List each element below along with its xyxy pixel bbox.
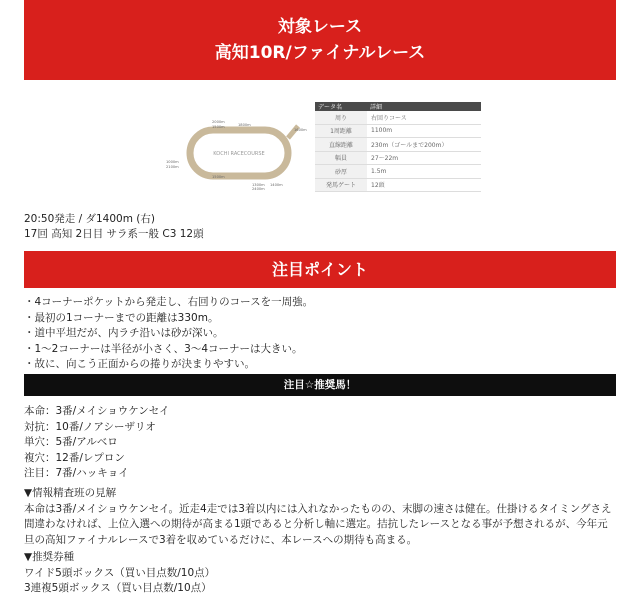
course-name: KOCHI RACECOURSE	[213, 151, 265, 157]
analysis-heading: ▼情報精査班の見解	[24, 487, 117, 499]
table-row	[315, 124, 481, 138]
list-item: 複穴：12番/レプロン	[24, 451, 125, 464]
dist-label: 1500m	[212, 125, 225, 129]
banner-line1: 対象レース	[277, 17, 363, 37]
course-map	[160, 98, 310, 194]
recommended-heading: 注目☆推奨馬！	[24, 374, 616, 396]
dist-label: 1400m	[270, 183, 283, 187]
dist-label: 1000m	[166, 160, 179, 164]
list-item: ・4コーナーポケットから発走し、右回りのコースを一周強。	[24, 296, 314, 308]
list-item: 注目：7番/ハッキョイ	[24, 467, 129, 479]
analysis-body: 本命は3番/メイショウケンセイ。近走4走では3着以内には入れなかったものの、末脚の速さは健在。仕掛けるタイミングさえ間違わなければ、上位入選への期待が高まる1頭であると分析し軸に選定。拮抗したレースとなる事が予想されるが、今年元旦の高知ファイナルレースで3着を収めているだけに、本レースへの期待も高まる。	[24, 502, 612, 546]
tickets-section	[24, 550, 215, 597]
table-cell-value: 1.5m	[367, 165, 481, 179]
list-item: ワイド5頭ボックス（買い目点数/10点）	[24, 566, 216, 579]
table-cell-key: 1周距離	[315, 124, 367, 138]
dist-label: 1500m	[212, 175, 225, 179]
dist-label: 1600m	[294, 128, 307, 132]
table-cell-key: 幅員	[315, 151, 367, 165]
dist-label: 2000m	[212, 120, 225, 124]
title-banner	[24, 0, 616, 80]
list-item: ・道中平坦だが、内ラチ沿いは砂が深い。	[24, 327, 224, 339]
list-item: ・1～2コーナーは半径が小さく、3～4コーナーは大きい。	[24, 342, 303, 355]
table-cell-key: 発馬ゲート	[315, 178, 367, 192]
table-header: データ名	[315, 102, 367, 111]
race-meeting: 17回 高知 2日目 サラ系一般 C3 12頭	[24, 228, 204, 240]
table-cell-value: 右回りコース	[367, 111, 481, 124]
table-cell-key: 砂厚	[315, 165, 367, 179]
list-item: ・最初の1コーナーまでの距離は330m。	[24, 311, 219, 324]
race-time-distance: 20:50発走 / ダ1400m (右)	[24, 213, 155, 225]
list-item: 3連複5頭ボックス（買い目点数/10点）	[24, 582, 212, 594]
list-item: ・故に、向こう正面からの捲りが決まりやすい。	[24, 358, 255, 370]
list-item: 対抗：10番/ノアシーザリオ	[24, 420, 156, 433]
list-item: 本命：3番/メイショウケンセイ	[24, 405, 170, 417]
table-row	[315, 165, 481, 179]
table-cell-value: 1100m	[367, 124, 481, 138]
table-header: 詳細	[367, 102, 481, 111]
dist-label: 1300m	[252, 183, 265, 187]
table-cell-key: 周り	[315, 111, 367, 124]
points-list	[24, 295, 313, 373]
table-cell-value: 12頭	[367, 178, 481, 192]
table-row	[315, 178, 481, 192]
race-info	[24, 212, 204, 242]
picks-list	[24, 404, 169, 482]
table-cell-key: 直線距離	[315, 138, 367, 152]
analysis-section	[24, 486, 618, 548]
course-data-table	[315, 102, 481, 192]
dist-label: 2400m	[252, 187, 265, 191]
table-cell-value: 27～22m	[367, 151, 481, 165]
table-cell-value: 230m（ゴールまで200m）	[367, 138, 481, 152]
table-row	[315, 151, 481, 165]
dist-label: 2100m	[166, 165, 179, 169]
banner-line2: 高知10R/ファイナルレース	[214, 43, 426, 63]
points-heading: 注目ポイント	[24, 251, 616, 288]
tickets-heading: ▼推奨券種	[24, 551, 75, 563]
dist-label: 1800m	[238, 123, 251, 127]
table-row	[315, 138, 481, 152]
table-row	[315, 111, 481, 124]
list-item: 単穴：5番/アルベロ	[24, 436, 118, 448]
